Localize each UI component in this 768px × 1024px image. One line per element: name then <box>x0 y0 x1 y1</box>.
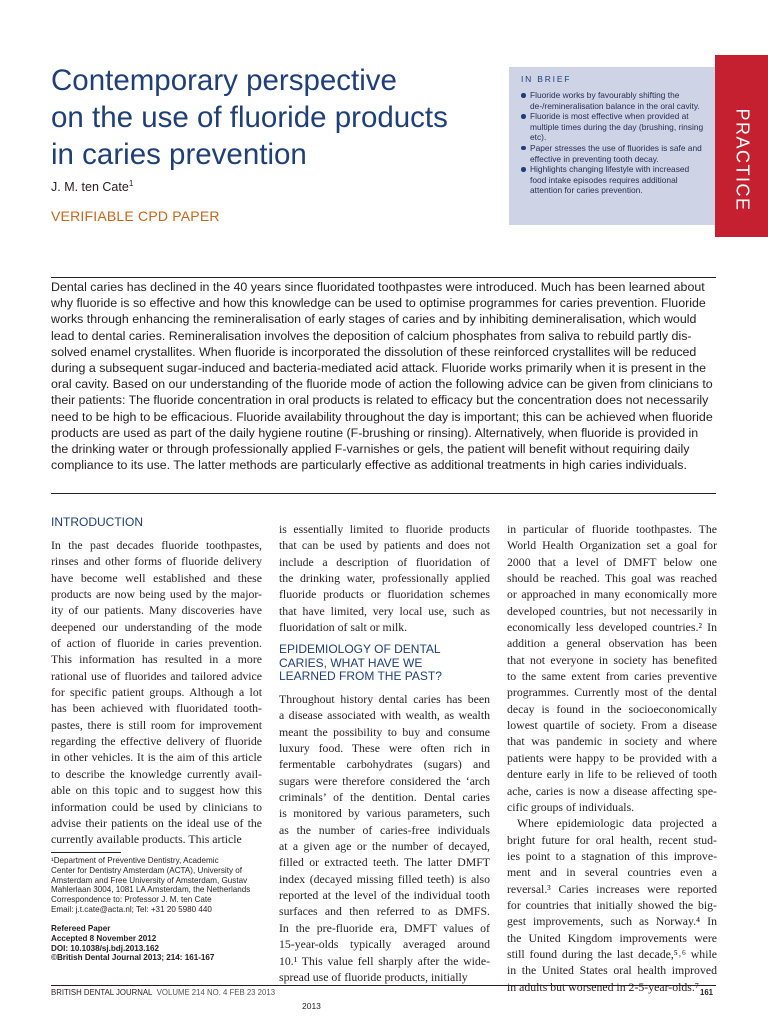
text-line: products are now being used by the major- <box>51 587 262 602</box>
text-line: meant the possibility to buy and consume <box>279 724 490 739</box>
abstract-line: oral cavity. Based on our understanding of the fluoride mode of action the following advice can be given from clinicians to <box>51 377 713 392</box>
in-brief-box <box>509 67 715 225</box>
abstract-line: need to be high to be efficacious. Fluoride availability throughout the day is important; this can be achieved when fluoride <box>51 409 713 424</box>
text-line: for specific patient groups. Although a lot <box>51 685 262 700</box>
abstract-top-rule <box>51 277 716 278</box>
text-line: bright future for oral health, recent stud- <box>507 832 717 847</box>
text-line: decay is found in the socioeconomically <box>507 701 717 716</box>
text-line: fluoridation of salt or milk. <box>279 620 408 635</box>
author-line <box>51 179 133 194</box>
abstract-line: products are used as part of the daily hygiene routine (F-brushing or rinsing). Alternatively, when fluoride is provided in <box>51 425 699 440</box>
text-line: have become well established and these <box>51 570 262 585</box>
text-line: rinses and other forms of fluoride delivery <box>51 554 262 569</box>
text-line: addition a general observation has been <box>507 636 717 651</box>
text-line: In the past decades fluoride toothpastes, <box>51 538 262 552</box>
footnote-line: Correspondence to: Professor J. M. ten Cate <box>51 895 212 905</box>
text-line: that have limited, very local use, such as <box>279 603 490 618</box>
footnote-line: ¹Department of Preventive Dentistry, Academic <box>51 856 219 865</box>
footnote-line: Mahlerlaan 3004, 1081 LA Amsterdam, the Netherlands <box>51 885 251 895</box>
text-line: spread use of fluoride products, initially <box>279 969 468 984</box>
text-line: reported at the level of the individual tooth <box>279 888 490 903</box>
refereed-line: Accepted 8 November 2012 <box>51 933 157 943</box>
abstract-line: lead to dental caries. Remineralisation involves the deposition of calcium phosphates from saliva to rebuild partly dis- <box>51 328 692 343</box>
journal-name: BRITISH DENTAL JOURNAL <box>51 988 153 997</box>
abstract-line: works through enhancing the remineralisation of early stages of caries and by inhibiting demineralisation, which would <box>51 312 697 327</box>
abstract-line: Dental caries has declined in the 40 years since fluoridated toothpastes were introduced. Much has been learned about <box>51 280 705 294</box>
column-3-body <box>507 521 717 995</box>
text-line: World Health Organization set a goal for <box>507 538 717 553</box>
text-line: cific groups of individuals. <box>507 799 635 814</box>
section-tab-label: PRACTICE <box>732 108 753 212</box>
text-line: criminals’ of the dentition. Dental caries <box>279 790 490 805</box>
article-title <box>51 62 471 173</box>
heading-text: LEARNED FROM THE PAST? <box>279 669 442 683</box>
in-brief-item: Fluoride is most effective when provided at multiple times during the day (brushing, rinsing etc). <box>521 111 705 143</box>
page-number: 161 <box>700 988 714 997</box>
text-line: as the number of caries-free individuals <box>279 822 490 837</box>
abstract-line: why fluoride is so effective and how this knowledge can be used to optimise programmes for caries prevention. Fluoride <box>51 296 706 311</box>
in-brief-item: Paper stresses the use of fluorides is safe and effective in preventing tooth decay. <box>521 143 705 164</box>
in-brief-item: Highlights changing lifestyle with increased food intake episodes requires additional attention for caries prevention. <box>521 164 705 196</box>
abstract <box>51 279 716 473</box>
text-line: to describe the knowledge currently avail- <box>51 766 262 781</box>
text-line: fluoride products or fluoridation schemes <box>279 587 490 602</box>
text-line: Where epidemiologic data projected a <box>517 816 717 831</box>
footnote-line: Center for Dentistry Amsterdam (ACTA), University of <box>51 865 242 875</box>
text-line: 15-year-olds typically averaged around <box>279 937 490 952</box>
footnote-rule <box>51 852 121 853</box>
text-line: in particular of fluoride toothpastes. The <box>507 522 717 536</box>
text-line: gest improvements, such as Norway.⁴ In <box>507 914 717 929</box>
text-line: a disease associated with wealth, as wealth <box>279 708 490 723</box>
text-line: in the United States oral health improved <box>507 963 717 978</box>
in-brief-heading: IN BRIEF <box>521 74 572 84</box>
text-line: or approached in many economically more <box>507 587 717 602</box>
text-line: should be reached. This goal was reached <box>507 571 717 586</box>
title-line: in caries prevention <box>51 138 307 171</box>
refereed-line: Refereed Paper <box>51 924 111 933</box>
text-line: deepened our understanding of the mode <box>51 619 262 634</box>
text-line: able on this topic and to suggest how this <box>51 783 262 798</box>
title-line: Contemporary perspective <box>51 64 397 97</box>
column-2-body-top <box>279 521 490 635</box>
footer-rule <box>51 985 716 986</box>
text-line: that was pandemic in society and where <box>507 734 717 749</box>
text-line: sugars were therefore considered the ‘arch <box>279 773 490 788</box>
text-line: is essentially limited to fluoride products <box>279 522 490 536</box>
text-line: the United Kingdom improvements were <box>507 930 717 945</box>
text-line: information could be used by clinicians to <box>51 799 262 814</box>
cpd-label: VERIFIABLE CPD PAPER <box>51 208 220 224</box>
text-line: to the same extent from caries preventive <box>507 669 717 684</box>
text-line: surfaces and then referred to as DMFS. <box>279 904 490 919</box>
abstract-line: solved enamel crystallites. When fluoride is incorporated the dissolution of these reinforced crystallites will be reduced <box>51 344 697 359</box>
text-line: programmes. Currently most of the dental <box>507 685 717 700</box>
text-line: 10.¹ This value fell sharply after the wide- <box>279 953 490 968</box>
text-line: luxury food. These were often rich in <box>279 741 490 756</box>
text-line: developed countries, but not necessarily in <box>507 603 717 618</box>
text-line: that can be used by patients and does not <box>279 538 490 553</box>
in-brief-item: Fluoride works by favourably shifting the de-/remineralisation balance in the oral cavity. <box>521 90 705 111</box>
footer-journal <box>51 988 275 997</box>
footnote-line: Amsterdam and Free University of Amsterdam, Gustav <box>51 875 248 885</box>
text-line: rational use of fluorides and tailored advice <box>51 668 262 683</box>
heading-text: EPIDEMIOLOGY OF DENTAL <box>279 642 441 656</box>
text-line: economically less developed countries.² In <box>507 620 717 635</box>
text-line: ment and in several countries even a <box>507 865 717 880</box>
heading-text: CARIES, WHAT HAVE WE <box>279 655 423 670</box>
text-line: currently available products. This article <box>51 832 242 847</box>
text-line: advise their patients on the ideal use of the <box>51 815 262 830</box>
author-affiliation-mark: 1 <box>128 179 134 188</box>
text-line: has been achieved with fluoridated tooth- <box>51 701 262 716</box>
text-line: pastes, there is still room for improvement <box>51 717 262 732</box>
abstract-line: during a subsequent sugar-induced and bacteria-mediated acid attack. Fluoride works primarily when it is present in the <box>51 361 706 376</box>
text-line: ity of our patients. Many discoveries have <box>51 603 262 618</box>
text-line: at a given age or the number of decayed, <box>279 839 490 854</box>
author-name: J. M. ten Cate <box>51 180 129 195</box>
text-line: ache, caries is now a disease affecting spe- <box>507 783 717 798</box>
text-line: 2000 that a level of DMFT below one <box>507 554 717 569</box>
text-line: reversal.³ Caries increases were reported <box>507 881 717 896</box>
text-line: fermentable carbohydrates (sugars) and <box>279 757 490 772</box>
text-line: This information has resulted in a more <box>51 652 262 667</box>
text-line: in other vehicles. It is the aim of this article <box>51 750 262 765</box>
refereed-line: DOI: 10.1038/sj.bdj.2013.162 <box>51 943 159 953</box>
footnote-line: Email: j.t.cate@acta.nl; Tel: +31 20 5980 440 <box>51 904 212 914</box>
text-line: ies point to a stagnation of this improve- <box>507 848 717 863</box>
text-line: Throughout history dental caries has been <box>279 692 490 706</box>
text-line: still found during the last decade,⁵˒⁶ while <box>507 946 717 961</box>
column-2-body-bottom <box>279 691 490 985</box>
refereed-info <box>51 924 271 963</box>
epidemiology-heading <box>279 643 442 684</box>
text-line: In the pre-fluoride era, DMFT values of <box>279 920 490 935</box>
refereed-line: ©British Dental Journal 2013; 214: 161-167 <box>51 953 215 963</box>
text-line: is monitored by various parameters, such <box>279 806 490 821</box>
introduction-heading <box>51 516 143 530</box>
heading-text: INTRODUCTION <box>51 515 143 529</box>
text-line: filled or extracted teeth. The latter DMFT <box>279 855 490 870</box>
year-label: 2013 <box>302 1001 321 1011</box>
abstract-line: compliance to its use. The latter methods are particularly effective as additional treatments in high caries individuals. <box>51 458 687 473</box>
abstract-line: the drinking water or through professionally applied F-varnishes or gels, the patient will benefit without requiring daily <box>51 442 690 457</box>
in-brief-list <box>521 90 705 196</box>
journal-volume: VOLUME 214 NO. 4 FEB 23 2013 <box>156 988 276 997</box>
text-line: in adults but worsened in 2-5-year-olds.⁷ <box>507 979 699 994</box>
text-line: of action of fluoride in caries prevention. <box>51 636 262 651</box>
text-line: include a description of fluoridation of <box>279 554 490 569</box>
text-line: lowest quartile of society. From a disease <box>507 718 717 733</box>
text-line: patients were happy to be provided with a <box>507 750 717 765</box>
affiliation-footnote <box>51 856 271 915</box>
text-line: that not everyone in society has benefited <box>507 652 717 667</box>
abstract-bottom-rule <box>51 493 716 494</box>
column-1-body <box>51 537 262 848</box>
title-line: on the use of fluoride products <box>51 101 448 134</box>
text-line: denture early in life to be relieved of tooth <box>507 767 717 782</box>
text-line: index (decayed missing filled teeth) is also <box>279 871 490 886</box>
text-line: for countries that initially showed the big- <box>507 897 717 912</box>
abstract-line: their patients: The fluoride concentration in oral products is related to efficacy but the concentration does not necessarily <box>51 393 709 408</box>
text-line: the drinking water, professionally applied <box>279 571 490 586</box>
text-line: regarding the effective delivery of fluoride <box>51 734 262 749</box>
